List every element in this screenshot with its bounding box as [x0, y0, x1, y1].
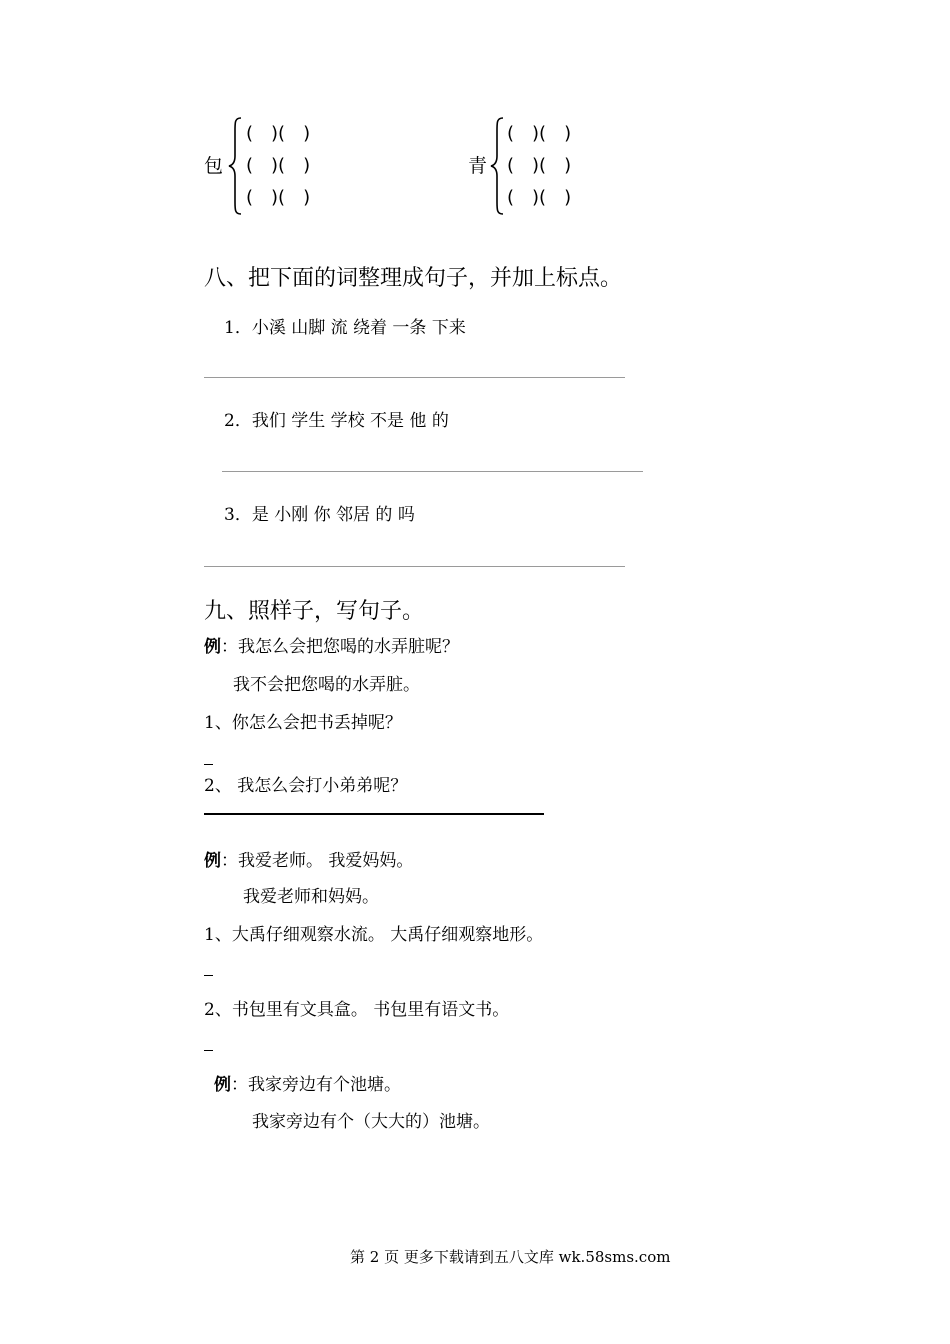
question-2-1: 1、大禹仔细观察水流。 大禹仔细观察地形。 [204, 925, 544, 945]
example-text: ：我怎么会把您喝的水弄脏呢？ [221, 637, 459, 657]
paren-row: ( )( ) [507, 123, 572, 144]
answer-dash [204, 764, 213, 765]
left-brace-icon [228, 116, 244, 216]
example-text: ：我爱老师。 我爱妈妈。 [221, 851, 414, 871]
example-label: 例 [204, 851, 221, 871]
answer-line [204, 566, 625, 567]
example-text: ：我家旁边有个池塘。 [231, 1075, 401, 1095]
answer-dash [204, 975, 213, 976]
section-8-item-2: 2．我们 学生 学校 不是 他 的 [224, 411, 449, 431]
section-8-item-1: 1．小溪 山脚 流 绕着 一条 下来 [224, 318, 466, 338]
paren-row: ( )( ) [246, 123, 311, 144]
question-1-1: 1、你怎么会把书丢掉呢？ [204, 713, 402, 733]
section-8-title: 八、把下面的词整理成句子，并加上标点。 [204, 266, 623, 291]
example-label: 例 [204, 637, 221, 657]
question-2-2: 2、书包里有文具盒。 书包里有语文书。 [204, 1000, 510, 1020]
question-1-2: 2、 我怎么会打小弟弟呢？ [204, 776, 408, 796]
answer-line [222, 471, 643, 472]
example-1-line-2: 我不会把您喝的水弄脏。 [233, 675, 420, 695]
example-3-line-1 [214, 1070, 401, 1095]
char-qing-label: 青 [468, 155, 488, 177]
page-footer: 第 2 页 更多下载请到五八文库 wk.58sms.com [350, 1248, 671, 1266]
example-3-line-2: 我家旁边有个（大大的）池塘。 [252, 1112, 490, 1132]
example-label: 例 [214, 1075, 231, 1095]
answer-dash [204, 1050, 213, 1051]
example-2-line-2: 我爱老师和妈妈。 [243, 887, 379, 907]
example-2-line-1 [204, 846, 413, 871]
paren-row: ( )( ) [507, 187, 572, 208]
paren-row: ( )( ) [507, 155, 572, 176]
left-brace-icon [490, 116, 506, 216]
char-bao-label: 包 [204, 155, 224, 177]
answer-line [204, 377, 625, 378]
example-1-line-1 [204, 632, 459, 657]
section-9-title: 九、照样子，写句子。 [204, 599, 425, 624]
paren-row: ( )( ) [246, 187, 311, 208]
answer-line [204, 813, 544, 815]
section-8-item-3: 3．是 小刚 你 邻居 的 吗 [224, 505, 415, 525]
paren-row: ( )( ) [246, 155, 311, 176]
